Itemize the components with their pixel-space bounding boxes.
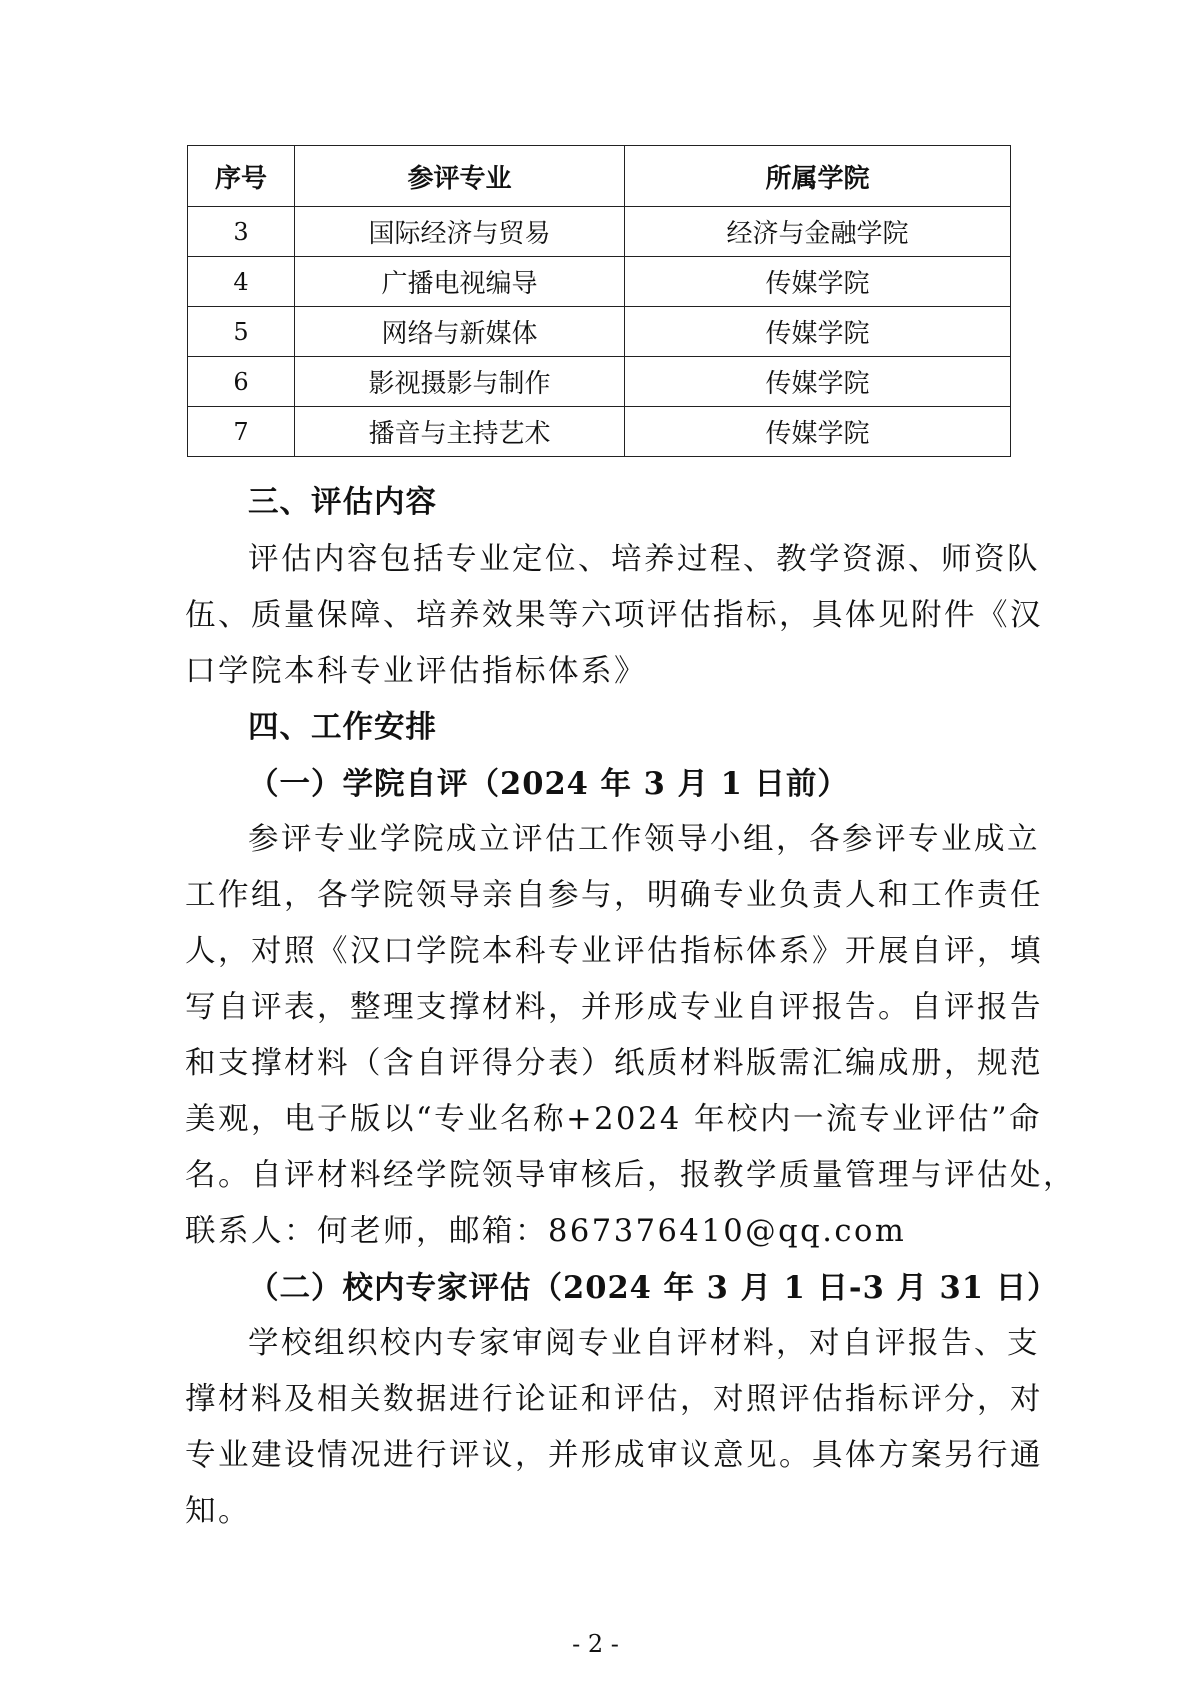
section3-heading: 三、评估内容 xyxy=(248,485,437,520)
cell-major: 广播电视编导 xyxy=(295,257,625,307)
sub1-line-2: 工作组，各学院领导亲自参与，明确专业负责人和工作责任 xyxy=(185,878,1043,913)
header-college: 所属学院 xyxy=(625,146,1011,207)
table-row xyxy=(188,407,1011,457)
sub1-line-6: 美观，电子版以“专业名称+2024 年校内一流专业评估”命 xyxy=(185,1102,1043,1137)
section3-line-3: 口学院本科专业评估指标体系》 xyxy=(185,654,647,689)
sub2-heading: （二）校内专家评估（2024 年 3 月 1 日-3 月 31 日） xyxy=(248,1270,1059,1306)
table-row xyxy=(188,357,1011,407)
cell-major: 播音与主持艺术 xyxy=(295,407,625,457)
table-row xyxy=(188,307,1011,357)
sub2-line-1: 学校组织校内专家审阅专业自评材料，对自评报告、支 xyxy=(248,1326,1040,1361)
cell-college: 经济与金融学院 xyxy=(625,207,1011,257)
sub1-line-3: 人，对照《汉口学院本科专业评估指标体系》开展自评，填 xyxy=(185,934,1043,969)
table-header-row xyxy=(188,146,1011,207)
cell-index: 3 xyxy=(188,207,295,257)
sub1-heading: （一）学院自评（2024 年 3 月 1 日前） xyxy=(248,766,849,802)
section3-line-2: 伍、质量保障、培养效果等六项评估指标，具体见附件《汉 xyxy=(185,598,1043,633)
sub2-line-3: 专业建设情况进行评议，并形成审议意见。具体方案另行通 xyxy=(185,1438,1043,1473)
cell-index: 7 xyxy=(188,407,295,457)
table-row xyxy=(188,257,1011,307)
table-row xyxy=(188,207,1011,257)
cell-index: 5 xyxy=(188,307,295,357)
cell-college: 传媒学院 xyxy=(625,307,1011,357)
sub1-line-5: 和支撑材料（含自评得分表）纸质材料版需汇编成册，规范 xyxy=(185,1046,1043,1081)
cell-index: 4 xyxy=(188,257,295,307)
sub2-line-4: 知。 xyxy=(185,1494,251,1529)
cell-college: 传媒学院 xyxy=(625,357,1011,407)
header-major: 参评专业 xyxy=(295,146,625,207)
sub1-line-1: 参评专业学院成立评估工作领导小组，各参评专业成立 xyxy=(248,822,1040,857)
sub2-line-2: 撑材料及相关数据进行论证和评估，对照评估指标评分，对 xyxy=(185,1382,1043,1417)
cell-major: 国际经济与贸易 xyxy=(295,207,625,257)
section3-line-1: 评估内容包括专业定位、培养过程、教学资源、师资队 xyxy=(248,542,1040,577)
cell-college: 传媒学院 xyxy=(625,407,1011,457)
sub1-line-7: 名。自评材料经学院领导审核后，报教学质量管理与评估处， xyxy=(185,1158,1076,1193)
sub1-line-4: 写自评表，整理支撑材料，并形成专业自评报告。自评报告 xyxy=(185,990,1043,1025)
header-index: 序号 xyxy=(188,146,295,207)
cell-major: 网络与新媒体 xyxy=(295,307,625,357)
majors-table xyxy=(187,145,1011,457)
sub1-line-8: 联系人：何老师，邮箱：867376410@qq.com xyxy=(185,1214,907,1249)
cell-index: 6 xyxy=(188,357,295,407)
page-number: - 2 - xyxy=(572,1630,619,1658)
section4-heading: 四、工作安排 xyxy=(248,710,437,745)
cell-major: 影视摄影与制作 xyxy=(295,357,625,407)
cell-college: 传媒学院 xyxy=(625,257,1011,307)
